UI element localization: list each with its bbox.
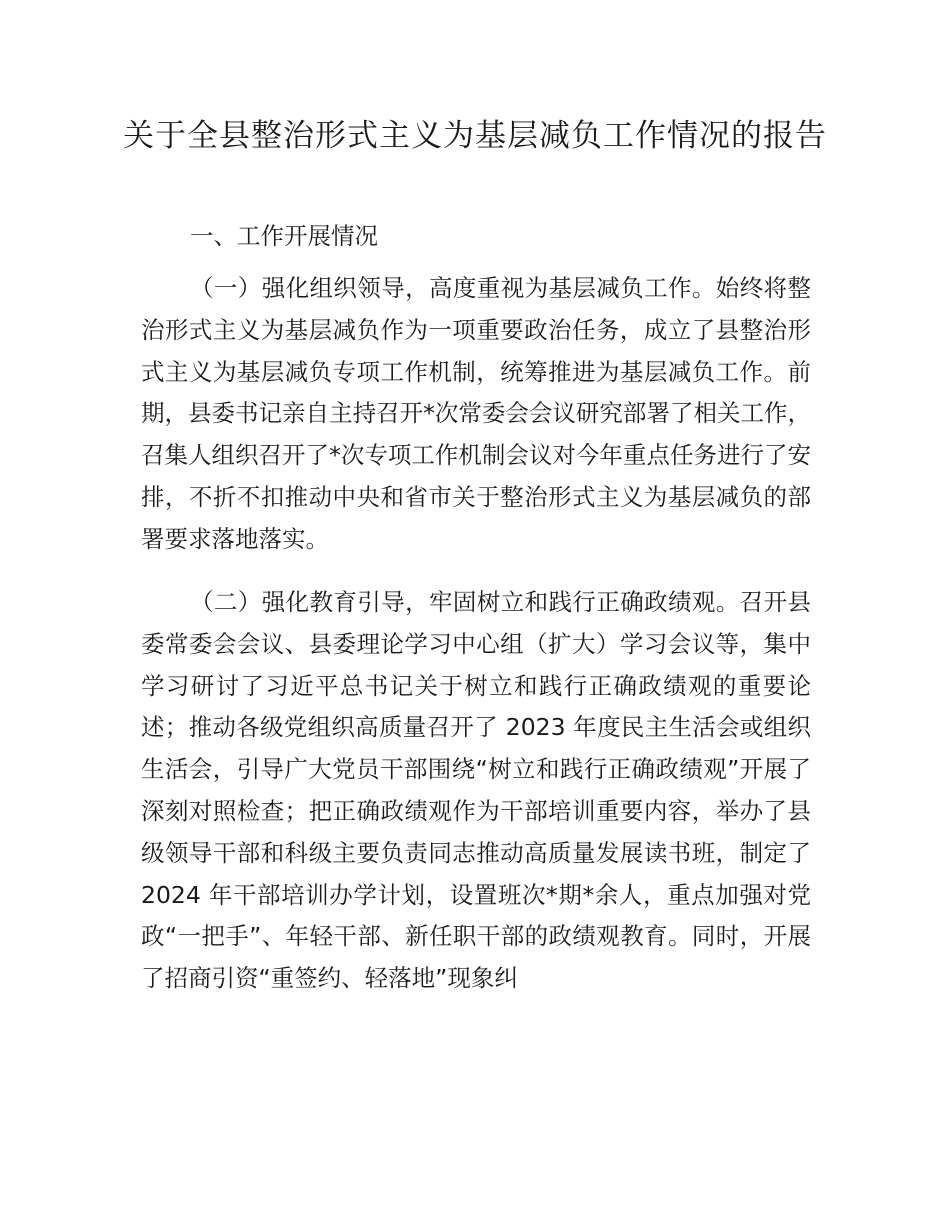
document-title: 关于全县整治形式主义为基层减负工作情况的报告 (123, 118, 827, 154)
paragraph-2: （二）强化教育引导，牢固树立和践行正确政绩观。召开县委常委会会议、县委理论学习中心组（扩大）学习会议等，集中学习研讨了习近平总书记关于树立和践行正确政绩观的重要论述；推动各级党组织高质量召开了 2023 年度民主生活会或组织生活会，引导广大党员干部围绕“树立和践行正确政绩观”开展了深刻对照检查；把正确政绩观作为干部培训重要内容，举办了县级领导干部和科级主要负责同志推动高质量发展读书班，制定了 2024 年干部培训办学计划，设置班次*期*余人，重点加强对党政“一把手”、年轻干部、新任职干部的政绩观教育。同时，开展了招商引资“重签约、轻落地”现象纠 (141, 588, 811, 993)
section-heading: 一、工作开展情况 (190, 222, 378, 250)
paragraph-1: （一）强化组织领导，高度重视为基层减负工作。始终将整治形式主义为基层减负作为一项重要政治任务，成立了县整治形式主义为基层减负专项工作机制，统筹推进为基层减负工作。前期，县委书记亲自主持召开*次常委会会议研究部署了相关工作，召集人组织召开了*次专项工作机制会议对今年重点任务进行了安排，不折不扣推动中央和省市关于整治形式主义为基层减负的部署要求落地落实。 (141, 274, 811, 553)
